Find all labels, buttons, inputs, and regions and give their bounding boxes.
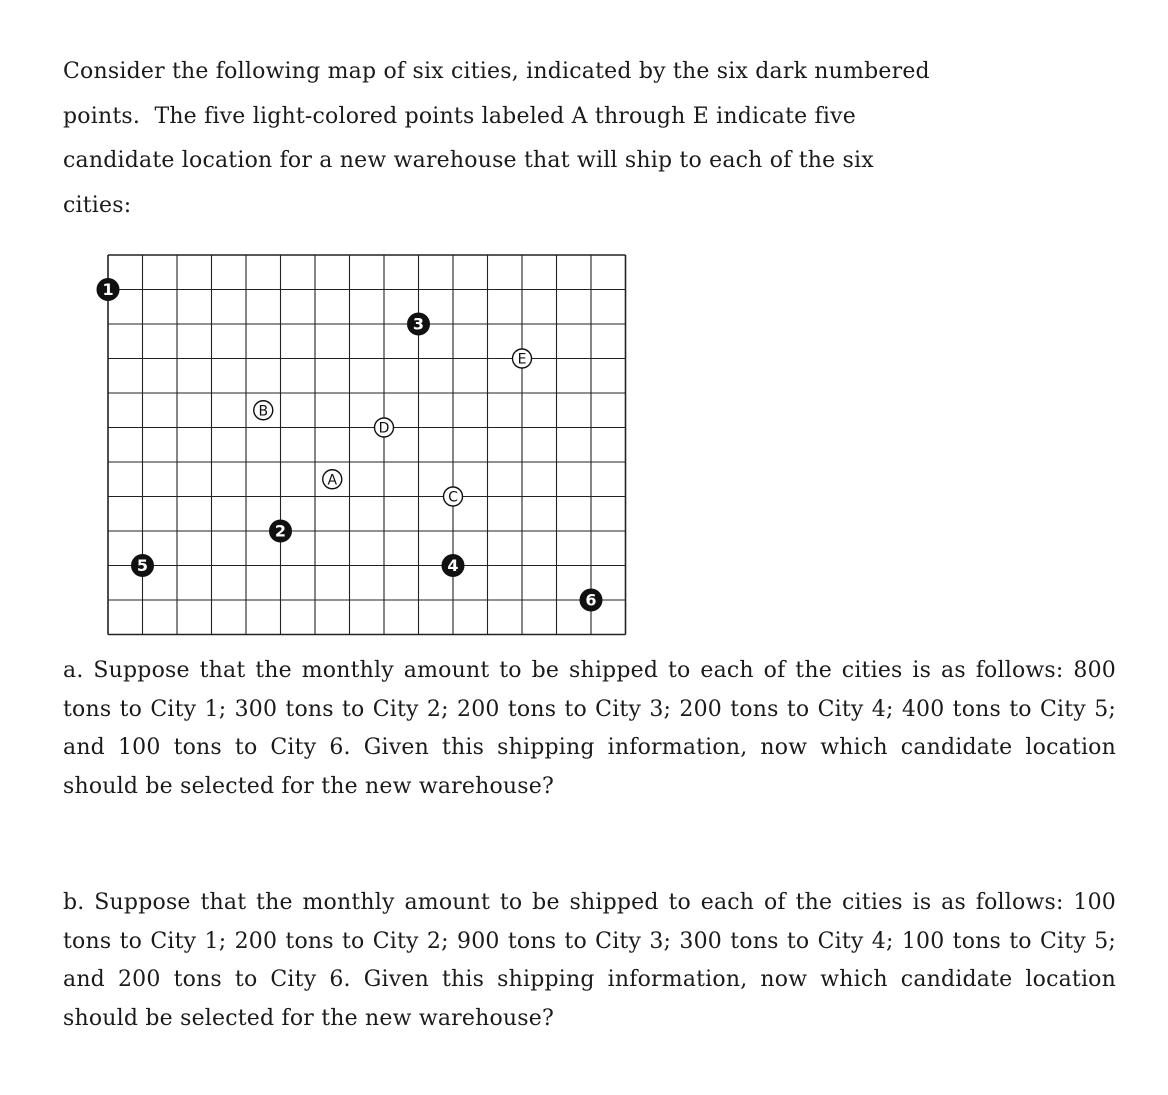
city-point-2	[270, 520, 292, 542]
city-grid-map	[104, 250, 634, 610]
candidate-label: D	[378, 420, 390, 437]
city-label: 4	[447, 556, 459, 575]
question-a: a. Suppose that the monthly amount to be shipped to each of the cities is as follows: 800 tons to City 1; 300 tons to City 2; 200 tons to City 3; 200 tons to City 4; 400 tons to City 5; and 100 tons to City 6. Given this shipping information, now which candidate location should be selected for the new warehouse?	[63, 658, 1116, 799]
candidate-point-e	[513, 349, 532, 368]
intro-text	[63, 50, 1118, 228]
city-label: 5	[136, 556, 149, 575]
city-point-6	[580, 589, 602, 611]
intro-line: points. The five light-colored points labeled A through E indicate five	[63, 103, 856, 129]
city-point-5	[132, 555, 154, 577]
city-label: 2	[274, 521, 287, 541]
city-label: 1	[102, 280, 114, 299]
candidate-label: B	[258, 403, 269, 420]
candidate-label: A	[327, 472, 338, 489]
city-label: 3	[412, 314, 425, 334]
intro-line: cities:	[63, 192, 132, 218]
city-label: 6	[585, 590, 597, 610]
city-point-3	[408, 313, 430, 335]
candidate-label: C	[448, 489, 458, 506]
city-point-4	[442, 555, 464, 577]
candidate-point-c	[444, 487, 463, 506]
city-point-1	[97, 279, 119, 301]
candidate-label: E	[517, 351, 527, 368]
intro-line: Consider the following map of six cities, indicated by the six dark numbered	[63, 59, 930, 84]
candidate-point-a	[323, 470, 342, 489]
candidate-point-d	[375, 418, 394, 437]
candidate-point-b	[254, 401, 273, 420]
intro-line: candidate location for a new warehouse that will ship to each of the six	[63, 148, 874, 174]
question-b: b. Suppose that the monthly amount to be shipped to each of the cities is as follows: 100 tons to City 1; 200 tons to City 2; 900 tons to City 3; 300 tons to City 4; 100 tons to City 5; and 200 tons to City 6. Given this shipping information, now which candidate location should be selected for the new warehouse?	[63, 890, 1116, 1031]
grid-lines	[108, 255, 626, 635]
